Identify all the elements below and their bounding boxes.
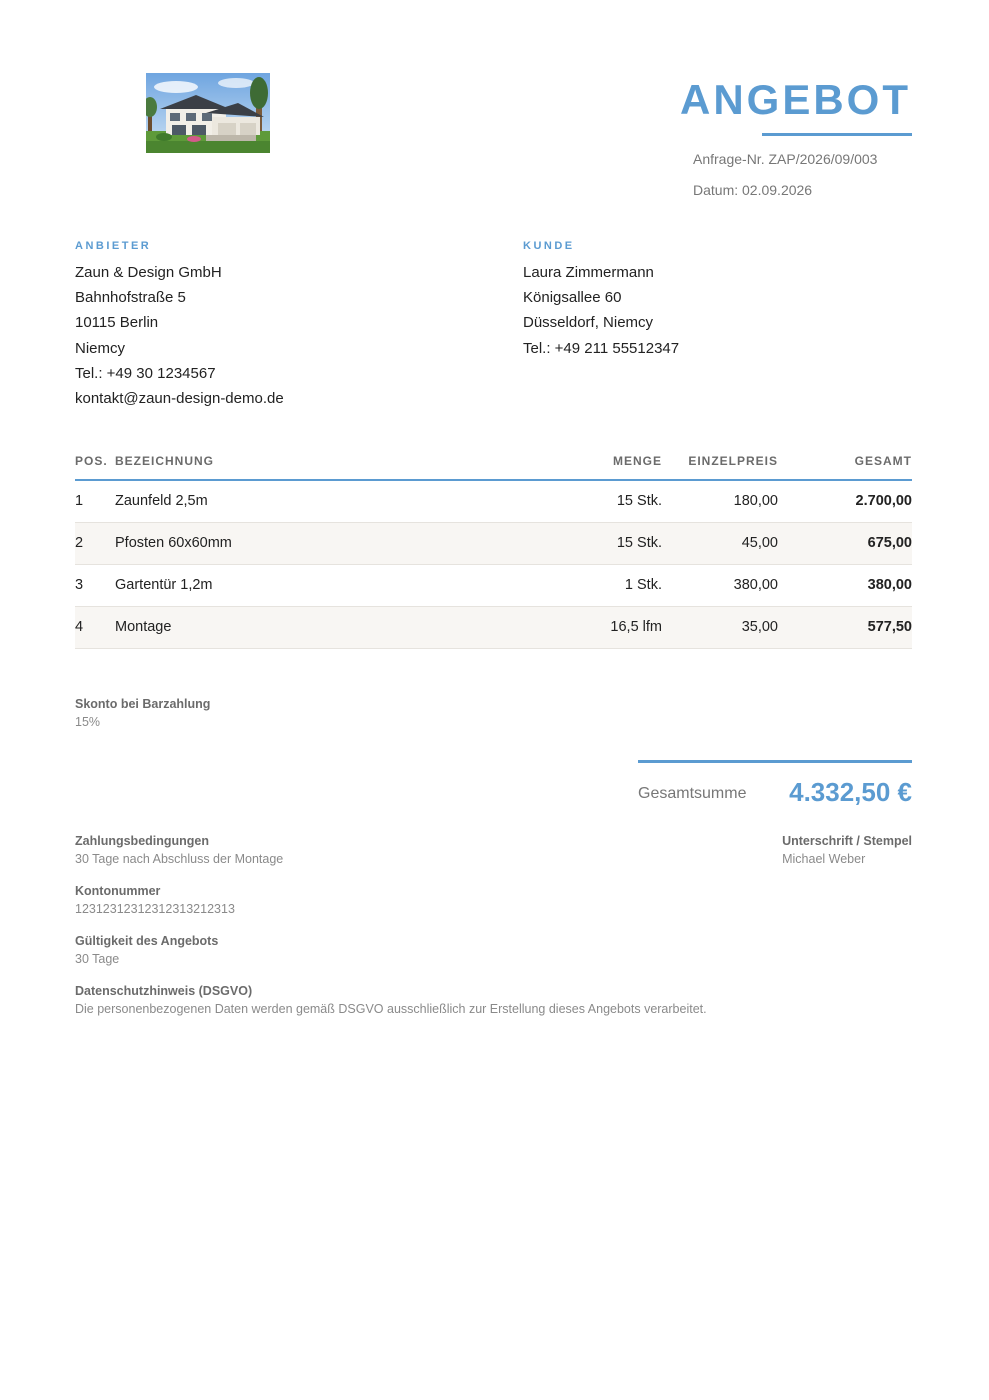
discount-block	[75, 696, 210, 732]
customer-name: Laura Zimmermann	[523, 264, 654, 281]
grand-total-value: 4.332,50 €	[789, 777, 912, 807]
cell-total: 380,00	[867, 577, 912, 593]
header-pos: POS.	[75, 454, 108, 468]
cell-quantity: 15 Stk.	[616, 535, 662, 551]
total-divider	[638, 760, 912, 763]
customer-city: Düsseldorf, Niemcy	[523, 314, 654, 332]
cell-quantity: 15 Stk.	[616, 493, 662, 509]
table-row	[75, 481, 912, 523]
cell-pos: 4	[75, 619, 84, 635]
offer-validity-label: Gültigkeit des Angebots	[75, 934, 219, 948]
customer-heading: KUNDE	[523, 240, 575, 252]
cell-unit-price: 45,00	[741, 535, 778, 551]
payment-terms	[75, 833, 775, 869]
cell-total: 577,50	[867, 619, 912, 635]
table-row	[75, 607, 912, 649]
cell-pos: 2	[75, 535, 84, 551]
header-quantity: MENGE	[612, 454, 662, 468]
payment-terms-value: 30 Tage nach Abschluss der Montage	[75, 852, 284, 866]
cell-pos: 3	[75, 577, 84, 593]
customer-block	[523, 240, 913, 361]
cell-description: Zaunfeld 2,5m	[115, 493, 208, 509]
account-number-label: Kontonummer	[75, 884, 161, 898]
table-row	[75, 523, 912, 565]
signature-name: Michael Weber	[782, 852, 866, 866]
cell-quantity: 1 Stk.	[624, 577, 662, 593]
offer-date: Datum: 02.09.2026	[693, 182, 813, 198]
terms-block	[75, 833, 775, 1033]
table-header	[75, 448, 912, 481]
request-number: Anfrage-Nr. ZAP/2026/09/003	[693, 151, 878, 167]
customer-street: Königsallee 60	[523, 289, 622, 307]
signature-block	[782, 833, 912, 869]
supplier-phone: Tel.: +49 30 1234567	[75, 364, 216, 382]
offer-validity	[75, 933, 775, 969]
header-unit-price: EINZELPREIS	[688, 454, 778, 468]
signature-label: Unterschrift / Stempel	[782, 834, 912, 848]
supplier-street: Bahnhofstraße 5	[75, 289, 186, 307]
supplier-country: Niemcy	[75, 339, 126, 357]
privacy-notice-label: Datenschutzhinweis (DSGVO)	[75, 984, 253, 998]
cell-total: 675,00	[867, 535, 912, 551]
privacy-notice	[75, 983, 775, 1019]
grand-total-label: Gesamtsumme	[638, 785, 747, 802]
cell-description: Gartentür 1,2m	[115, 577, 213, 593]
supplier-email: kontakt@zaun-design-demo.de	[75, 390, 284, 408]
document-title: ANGEBOT	[680, 76, 911, 123]
discount-value: 15%	[75, 715, 101, 729]
title-underline	[762, 133, 912, 136]
table-row	[75, 565, 912, 607]
header-description: BEZEICHNUNG	[115, 454, 215, 468]
cell-unit-price: 180,00	[733, 493, 778, 509]
customer-phone: Tel.: +49 211 55512347	[523, 339, 680, 357]
privacy-notice-value: Die personenbezogenen Daten werden gemäß DSGVO ausschließlich zur Erstellung dieses Angebots verarbeitet.	[75, 1002, 707, 1016]
cell-description: Montage	[115, 619, 172, 635]
account-number-value: 1231231231231231321231​3	[75, 902, 235, 916]
cell-pos: 1	[75, 493, 84, 509]
cell-description: Pfosten 60x60mm	[115, 535, 232, 551]
offer-validity-value: 30 Tage	[75, 952, 120, 966]
discount-label: Skonto bei Barzahlung	[75, 697, 211, 711]
supplier-block	[75, 240, 475, 411]
payment-terms-label: Zahlungsbedingungen	[75, 834, 210, 848]
header-total: GESAMT	[854, 454, 912, 468]
supplier-company: Zaun & Design GmbH	[75, 264, 222, 281]
supplier-heading: ANBIETER	[75, 240, 152, 252]
company-logo-house-image	[146, 73, 270, 153]
account-number	[75, 883, 775, 919]
cell-total: 2.700,00	[855, 493, 912, 509]
cell-unit-price: 380,00	[733, 577, 778, 593]
supplier-city: 10115 Berlin	[75, 314, 159, 332]
cell-quantity: 16,5 lfm	[610, 619, 662, 635]
cell-unit-price: 35,00	[741, 619, 778, 635]
items-table	[75, 448, 912, 649]
